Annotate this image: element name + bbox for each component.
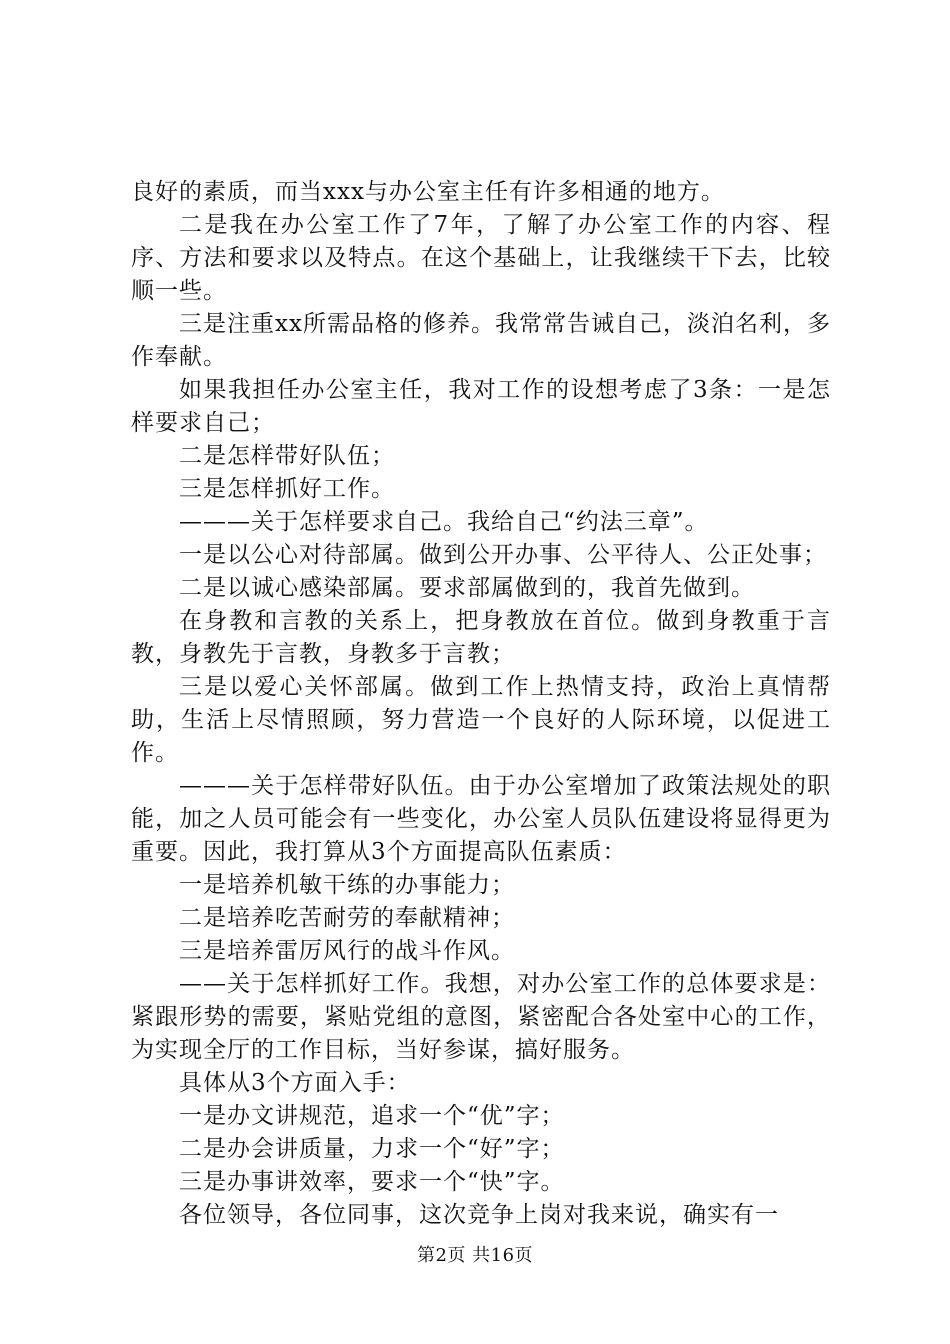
document-body	[131, 176, 831, 1232]
paragraph: 一是办文讲规范，追求一个“优”字；	[179, 1103, 565, 1129]
paragraph: ———关于怎样带好队伍。由于办公室增加了政策法规处的职能，加之人员可能会有一些变化，办公室人员队伍建设将显得更为重要。因此，我打算从3个方面提高队伍素质：	[131, 773, 831, 865]
paragraph: 如果我担任办公室主任，我对工作的设想考虑了3条：一是怎样要求自己；	[131, 377, 831, 436]
page-number-footer: 第2页 共16页	[416, 1245, 534, 1266]
paragraph: 三是注重xx所需品格的修养。我常常告诫自己，淡泊名利，多作奉献。	[131, 311, 831, 370]
paragraph: 二是怎样带好队伍；	[179, 443, 395, 469]
paragraph: 三是怎样抓好工作。	[179, 476, 395, 502]
paragraph: 良好的素质，而当xxx与办公室主任有许多相通的地方。	[131, 179, 725, 205]
paragraph: ——关于怎样抓好工作。我想，对办公室工作的总体要求是：紧跟形势的需要，紧贴党组的意图，紧密配合各处室中心的工作，为实现全厅的工作目标，当好参谋，搞好服务。	[131, 971, 831, 1063]
paragraph: 一是以公心对待部属。做到公开办事、公平待人、公正处事；	[179, 542, 827, 568]
paragraph: 具体从3个方面入手：	[179, 1070, 411, 1096]
paragraph: 二是培养吃苦耐劳的奉献精神；	[179, 905, 515, 931]
paragraph: ———关于怎样要求自己。我给自己“约法三章”。	[179, 509, 709, 535]
paragraph: 三是以爱心关怀部属。做到工作上热情支持，政治上真情帮助，生活上尽情照顾，努力营造一个良好的人际环境，以促进工作。	[131, 674, 831, 766]
paragraph: 三是办事讲效率，要求一个“快”字。	[179, 1169, 565, 1195]
paragraph: 二是以诚心感染部属。要求部属做到的，我首先做到。	[179, 575, 755, 601]
paragraph: 在身教和言教的关系上，把身教放在首位。做到身教重于言教，身教先于言教，身教多于言教；	[131, 608, 831, 667]
paragraph: 三是培养雷厉风行的战斗作风。	[179, 938, 515, 964]
paragraph: 各位领导，各位同事，这次竞争上岗对我来说，确实有一	[179, 1202, 779, 1228]
paragraph: 二是办会讲质量，力求一个“好”字；	[179, 1136, 565, 1162]
paragraph: 一是培养机敏干练的办事能力；	[179, 872, 515, 898]
paragraph: 二是我在办公室工作了7年，了解了办公室工作的内容、程序、方法和要求以及特点。在这个基础上，让我继续干下去，比较顺一些。	[131, 212, 831, 304]
